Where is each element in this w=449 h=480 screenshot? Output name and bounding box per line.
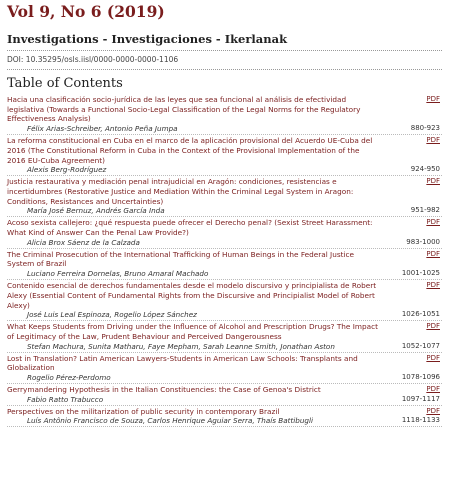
article-meta	[7, 416, 442, 426]
article-meta	[7, 342, 442, 352]
toc-article	[7, 217, 442, 248]
article-title-link[interactable]: Hacia una clasificación socio-jurídica de las leyes que sea funcional al análisis de efectividad legislativa (Towards a Functional Socio-Legal Classification of the Legal Norms for the Regulatory Effectiveness Analysis)	[7, 95, 361, 124]
article-title-link[interactable]: Justicia restaurativa y mediación penal intrajudicial en Aragón: condiciones, resistencias e incertidumbres (Restorative Justice and Mediation Within the Criminal Legal System in Aragon: Conditions, Resistances and Uncertainties)	[7, 177, 354, 206]
article-meta	[7, 238, 442, 248]
article-meta	[7, 165, 442, 175]
pdf-link[interactable]: PDF	[426, 353, 440, 362]
pdf-link[interactable]: PDF	[426, 322, 440, 331]
article-title-link[interactable]: Acoso sexista callejero: ¿qué respuesta puede ofrecer el Derecho penal? (Sexist Street Harassment: What Kind of Answer Can the Penal Law Provide?)	[7, 218, 373, 238]
article-pages: 1001-1025	[401, 269, 440, 278]
article-authors: Luciano Ferreira Dornelas, Bruno Amaral Machado	[27, 269, 209, 279]
article-authors: José Luis Leal Espinoza, Rogelio López Sánchez	[27, 310, 197, 320]
toc-article	[7, 94, 442, 135]
article-meta	[7, 395, 442, 405]
toc-article	[7, 135, 442, 176]
article-authors: Alicia Brox Sáenz de la Calzada	[27, 237, 140, 247]
article-authors: María José Bernuz, Andrés García Inda	[27, 206, 165, 216]
issue-title: Vol 9, No 6 (2019)	[7, 2, 165, 21]
toc-article	[7, 406, 442, 428]
pdf-link[interactable]: PDF	[426, 177, 440, 186]
article-authors: Félix Arias-Schreiber, Antonio Peña Jumpa	[27, 124, 178, 134]
section-title: Investigations - Investigaciones - Ikerlanak	[7, 32, 288, 46]
article-title-link[interactable]: What Keeps Students from Driving under the Influence of Alcohol and Prescription Drugs? The Impact of Legitimacy of the Law, Prudent Behaviour and Perceived Dangerousness	[7, 322, 378, 341]
divider	[7, 50, 442, 51]
article-pages: 951-982	[410, 206, 440, 215]
article-title-link[interactable]: Gerrymandering Hypothesis in the Italian Constituencies: the Case of Genoa's District	[7, 385, 321, 395]
toc-article	[7, 321, 442, 352]
article-authors: Alexis Berg-Rodríguez	[27, 165, 107, 175]
article-title-link[interactable]: The Criminal Prosecution of the International Trafficking of Human Beings in the Federal Justice System of Brazil	[7, 249, 355, 269]
article-meta	[7, 206, 442, 216]
pdf-link[interactable]: PDF	[426, 281, 440, 290]
toc-article	[7, 280, 442, 321]
pdf-link[interactable]: PDF	[426, 385, 440, 394]
article-pages: 924-950	[410, 165, 440, 174]
article-meta	[7, 310, 442, 320]
article-authors: Fabio Ratto Trabucco	[27, 394, 104, 404]
article-pages: 880-923	[410, 124, 440, 133]
toc-article	[7, 353, 442, 384]
table-of-contents	[7, 94, 442, 427]
article-authors: Luís Antônio Francisco de Souza, Carlos Henrique Aguiar Serra, Thaís Battibugli	[27, 416, 313, 426]
article-pages: 1097-1117	[401, 394, 440, 403]
article-meta	[7, 373, 442, 383]
article-authors: Rogelio Pérez-Perdomo	[27, 373, 111, 383]
pdf-link[interactable]: PDF	[426, 406, 440, 415]
article-title-link[interactable]: Lost in Translation? Latin American Lawyers-Students in American Law Schools: Transplants and Globalization	[7, 353, 358, 373]
pdf-link[interactable]: PDF	[426, 218, 440, 227]
toc-article	[7, 249, 442, 280]
article-pages: 1078-1096	[401, 373, 440, 382]
toc-heading: Table of Contents	[7, 76, 123, 91]
issue-doi: DOI: 10.35295/osls.iisl/0000-0000-0000-1106	[7, 55, 179, 64]
pdf-link[interactable]: PDF	[426, 95, 440, 103]
article-title-link[interactable]: Contenido esencial de derechos fundamentales desde el modelo discursivo y principialista de Robert Alexy (Essential Content of Fundamental Rights from the Discursive and Principialist Model of Robert Alexy)	[7, 281, 377, 310]
article-pages: 1052-1077	[401, 341, 440, 350]
article-pages: 1026-1051	[401, 310, 440, 319]
article-authors: Stefan Machura, Sunita Matharu, Faye Mepham, Sarah Leanne Smith, Jonathan Aston	[27, 341, 335, 351]
article-title-link[interactable]: La reforma constitucional en Cuba en el marco de la aplicación provisional del Acuerdo UE-Cuba del 2016 (The Constitutional Reform in Cuba in the Context of the Provisional Implementation of the 2016 EU-Cuba Agreement)	[7, 136, 373, 165]
toc-article	[7, 384, 442, 406]
article-pages: 983-1000	[406, 237, 440, 246]
toc-article	[7, 176, 442, 217]
article-title-link[interactable]: Perspectives on the militarization of public security in contemporary Brazil	[7, 406, 280, 416]
divider	[7, 69, 442, 70]
pdf-link[interactable]: PDF	[426, 136, 440, 145]
article-pages: 1118-1133	[401, 416, 440, 425]
pdf-link[interactable]: PDF	[426, 249, 440, 258]
article-meta	[7, 124, 442, 134]
article-meta	[7, 269, 442, 279]
